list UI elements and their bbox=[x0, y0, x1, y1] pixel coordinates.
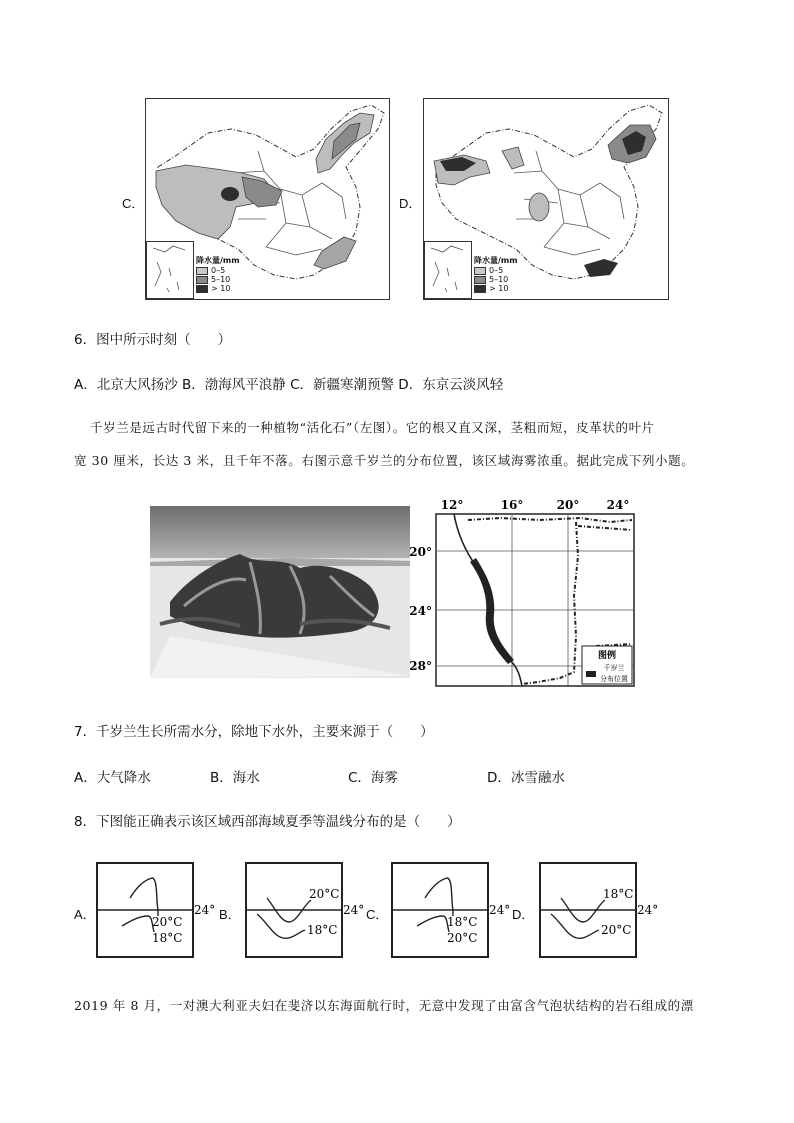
legend-item-c-1: 0–5 bbox=[211, 266, 226, 275]
q8-d-lat: 24° bbox=[637, 903, 659, 917]
q8-isotherm-d bbox=[539, 862, 669, 958]
option-d-label: D． bbox=[399, 196, 422, 211]
top-tick-3: 20° bbox=[556, 498, 580, 512]
top-tick-4: 24° bbox=[606, 498, 630, 512]
legend-item-d-2: 5–10 bbox=[489, 275, 509, 284]
q8-b-lat: 24° bbox=[343, 903, 365, 917]
q8-b-lower: 18°C bbox=[307, 923, 338, 937]
question-6-options: A．北京大风扬沙 B．渤海风平浪静 C．新疆寒潮预警 D．东京云淡风轻 bbox=[74, 377, 504, 393]
legend-c bbox=[196, 255, 240, 293]
q8-c-lower: 20°C bbox=[447, 931, 478, 945]
map-legend-line-2: 分布位置 bbox=[600, 675, 628, 683]
legend-title-c: 降水量/mm bbox=[196, 256, 240, 265]
legend-item-c-2: 5–10 bbox=[211, 275, 231, 284]
q8-a-lat: 24° bbox=[194, 903, 216, 917]
map-legend-line-1: 千岁兰 bbox=[603, 664, 625, 672]
q8-d-upper: 18°C bbox=[603, 887, 634, 901]
q8-isotherm-c bbox=[391, 862, 521, 958]
q8-option-d-label: D． bbox=[512, 907, 535, 922]
passage-line-2: 宽 30 厘米，长达 3 米，且千年不落。右图示意千岁兰的分布位置，该区域海雾浓重。据此完成下列小题。 bbox=[74, 453, 695, 468]
welwitschia-photo bbox=[150, 506, 410, 678]
q8-a-lower: 18°C bbox=[152, 931, 183, 945]
legend-d bbox=[474, 255, 518, 293]
question-8-stem: 8．下图能正确表示该区域西部海域夏季等温线分布的是（ ） bbox=[74, 814, 461, 830]
legend-item-c-3: > 10 bbox=[211, 284, 231, 293]
top-tick-2: 16° bbox=[500, 498, 524, 512]
left-tick-2: 24° bbox=[410, 604, 432, 618]
south-china-sea-inset-d bbox=[424, 241, 472, 299]
bottom-passage-line: 2019 年 8 月，一对澳大利亚夫妇在斐济以东海面航行时，无意中发现了由富含气泡状结构的岩石组成的漂 bbox=[74, 998, 694, 1013]
distribution-map bbox=[410, 496, 640, 690]
question-7-option-b: B．海水 bbox=[210, 770, 260, 786]
question-6-stem: 6．图中所示时刻（ ） bbox=[74, 332, 232, 348]
q8-d-lower: 20°C bbox=[601, 923, 632, 937]
q8-isotherm-b bbox=[245, 862, 375, 958]
passage-line-1: 千岁兰是远古时代留下来的一种植物“活化石”（左图）。它的根又直又深，茎粗而短，皮革状的叶片 bbox=[90, 420, 655, 435]
question-7-option-d: D．冰雪融水 bbox=[487, 770, 565, 786]
left-tick-1: 20° bbox=[410, 545, 432, 559]
left-tick-3: 28° bbox=[410, 659, 432, 673]
q8-c-upper: 18°C bbox=[447, 915, 478, 929]
question-7-option-c: C．海雾 bbox=[348, 770, 398, 786]
q8-option-a-label: A． bbox=[74, 907, 96, 922]
legend-title-d: 降水量/mm bbox=[474, 256, 518, 265]
map-legend-title: 图例 bbox=[597, 651, 617, 661]
q8-option-b-label: B． bbox=[219, 907, 241, 922]
q8-a-upper: 20°C bbox=[152, 915, 183, 929]
question-7-stem: 7．千岁兰生长所需水分，除地下水外，主要来源于（ ） bbox=[74, 724, 434, 740]
q8-option-c-label: C． bbox=[366, 907, 389, 922]
question-7-option-a: A．大气降水 bbox=[74, 770, 151, 786]
q8-c-lat: 24° bbox=[489, 903, 511, 917]
top-tick-1: 12° bbox=[440, 498, 464, 512]
q8-b-upper: 20°C bbox=[309, 887, 340, 901]
option-c-label: C． bbox=[122, 196, 145, 211]
legend-item-d-1: 0–5 bbox=[489, 266, 504, 275]
legend-item-d-3: > 10 bbox=[489, 284, 509, 293]
south-china-sea-inset-c bbox=[146, 241, 194, 299]
